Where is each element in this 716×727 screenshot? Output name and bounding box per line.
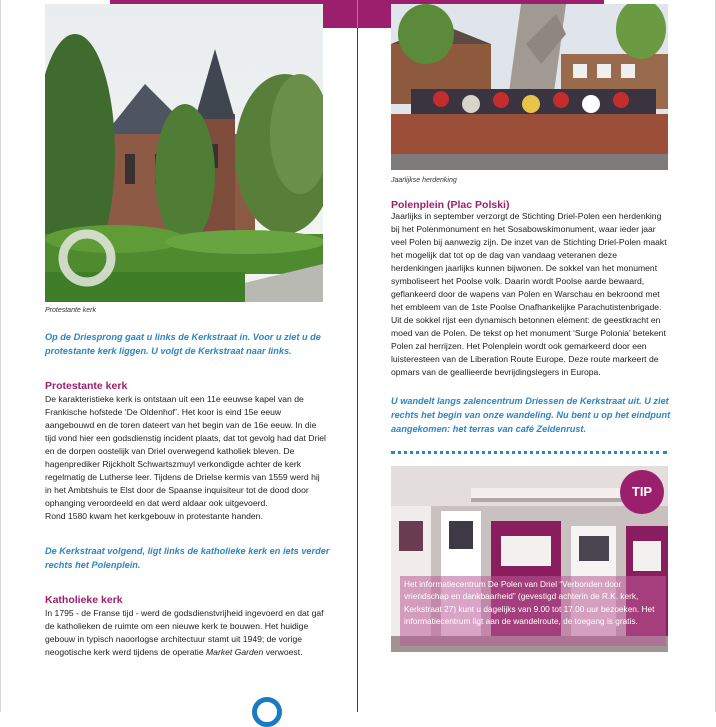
protestant-church-para-2: Rond 1580 kwam het kerkgebouw in protestante handen. (45, 511, 263, 521)
polenplein-para: Jaarlijks in september verzorgt de Stichting Driel-Polen een herdenking bij het Polenmonument en het Sosabowskimonument, waar ieder jaar veel Polen bij aanwezig zijn. De inzet van de Stichting Driel-Polen maakt het mogelijk dat tot op de dag van vandaag veteranen deze herdenkingen jaarlijks kunnen bijwonen. De sokkel van het monument symboliseert het Poolse volk. Daarin wordt Poolse aarde bewaard, geflankeerd door de wapens van Polen en Warschau en bekroond met het embleem van de 1ste Poolse Onafhankelijke Parachutistenbrigade. Uit de sokkel rijst een dynamisch betonnen element: de geestkracht en moed van de Polen. De tekst op het monument ‘Surge Polonia’ betekent Polen zal herrijzen. Het Polenplein wordt ook gemarkeerd door een luisteresteen van de Liberation Route Europe. Deze route markeert de opmars van de geallieerde bevrijdingslegers in Europa. (391, 211, 667, 377)
commemoration-photo (391, 4, 668, 170)
commemoration-photo-caption: Jaarlijkse herdenking (391, 177, 457, 184)
church-photo-caption: Protestante kerk (45, 307, 96, 314)
left-intro-text-2: De Kerkstraat volgend, ligt links de katholieke kerk en iets verder rechts het Polenplein. (45, 546, 330, 570)
page-edge-left (0, 0, 1, 712)
dotted-separator (391, 451, 667, 454)
page-ring-decoration (252, 697, 282, 727)
catholic-church-para: In 1795 - de Franse tijd - werd de godsdienstvrijheid ingevoerd en dat gaf de katholieken de ruimte om een nieuwe kerk te bouwen. Het huidige gebouw in typisch naoorlogse architectuur stamt uit 1949; de vorige neogotische kerk werd tijdens de operatie (45, 608, 324, 657)
protestant-church-heading: Protestante kerk (45, 380, 128, 392)
tip-badge: TIP (620, 470, 664, 514)
catholic-church-text (45, 607, 327, 659)
page-gutter (357, 0, 358, 712)
left-intro-text: Op de Driesprong gaat u links de Kerkstraat in. Voor u ziet u de protestante kerk liggen. U volgt de Kerkstraat naar links. (45, 332, 321, 356)
header-divider (357, 0, 358, 28)
polenplein-text (391, 210, 671, 379)
church-photo (45, 4, 323, 302)
catholic-church-heading: Katholieke kerk (45, 594, 123, 606)
protestant-church-text (45, 393, 327, 523)
tip-text: Het informatiecentrum De Polen van Driel “Verbonden door vriendschap en dankbaarheid” (gevestigd achterin de R.K. kerk, Kerkstraat 27) kunt u dagelijks van 9.00 tot 17.00 uur bezoeken. Het informatiecentrum ligt aan de wandelroute, de toegang is gratis. (400, 576, 666, 646)
protestant-church-para-1: De karakteristieke kerk is ontstaan uit een 11e eeuwse kapel van de Frankische hofstede ‘De Oldenhof’. Het koor is eind 15e eeuw aangebouwd en de toren dateert van het begin van de 16e eeuw. In die tijd vond hier een godsdienstig incident plaats, dat tot gevolg had dat Driel en de dorpen oostelijk van Driel overwegend katholiek bleven. De hagenprediker Rijckholt Schwartszmuyl verkondigde achter de kerk regelmatig de Lutherse leer. Tijdens de Drielse kermis van 1559 werd hij in het Ambtshuis te Elst door de Spaanse inquisiteur tot de dood door ophanging veroordeeld en dat werd aldaar ook uitgevoerd. (45, 394, 326, 508)
catholic-church-para-end: verwoest. (263, 647, 303, 657)
market-garden-italic: Market Garden (206, 647, 264, 657)
polenplein-heading: Polenplein (Plac Polski) (391, 199, 510, 211)
right-intro-text: U wandelt langs zalencentrum Driessen de Kerkstraat uit. U ziet rechts het begin van onze wandeling. Nu bent u op het eindpunt aangekomen: het terras van café Zeldenrust. (391, 396, 671, 434)
